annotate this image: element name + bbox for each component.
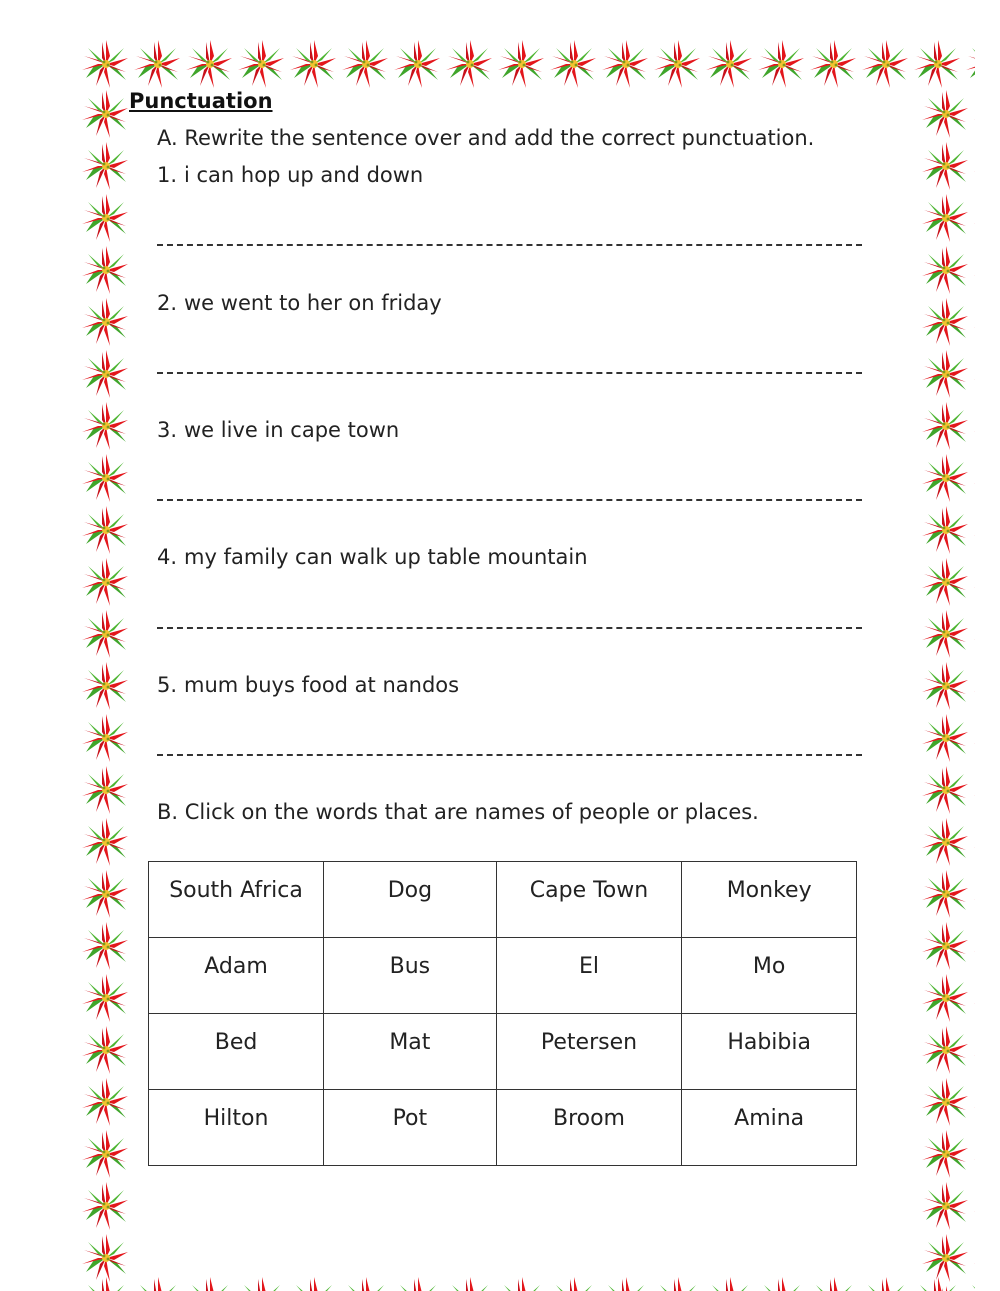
word-cell[interactable]: Mo <box>682 938 857 1014</box>
question-4 <box>157 545 588 569</box>
question-text: we live in cape town <box>184 418 400 442</box>
question-text: i can hop up and down <box>184 163 424 187</box>
table-row <box>149 938 857 1014</box>
word-cell[interactable]: Monkey <box>682 862 857 938</box>
word-cell[interactable]: Pot <box>324 1090 497 1166</box>
question-2 <box>157 291 442 315</box>
word-cell[interactable]: Habibia <box>682 1014 857 1090</box>
answer-line-2[interactable] <box>157 372 862 374</box>
word-cell[interactable]: El <box>496 938 682 1014</box>
question-text: my family can walk up table mountain <box>184 545 588 569</box>
section-b-heading: B. Click on the words that are names of people or places. <box>157 800 759 824</box>
answer-line-4[interactable] <box>157 627 862 629</box>
question-number: 4. <box>157 545 178 569</box>
table-row <box>149 1090 857 1166</box>
answer-line-5[interactable] <box>157 754 862 756</box>
answer-line-1[interactable] <box>157 244 862 246</box>
worksheet-title: Punctuation <box>129 89 273 113</box>
table-row <box>149 862 857 938</box>
word-cell[interactable]: Bus <box>324 938 497 1014</box>
word-cell[interactable]: Amina <box>682 1090 857 1166</box>
question-number: 5. <box>157 673 178 697</box>
question-number: 3. <box>157 418 178 442</box>
word-cell[interactable]: Petersen <box>496 1014 682 1090</box>
word-cell[interactable]: Adam <box>149 938 324 1014</box>
question-text: we went to her on friday <box>184 291 442 315</box>
question-number: 2. <box>157 291 178 315</box>
word-cell[interactable]: Cape Town <box>496 862 682 938</box>
word-cell[interactable]: Hilton <box>149 1090 324 1166</box>
word-cell[interactable]: Dog <box>324 862 497 938</box>
question-number: 1. <box>157 163 178 187</box>
word-cell[interactable]: South Africa <box>149 862 324 938</box>
word-cell[interactable]: Mat <box>324 1014 497 1090</box>
question-5 <box>157 673 459 697</box>
table-row <box>149 1014 857 1090</box>
section-a-heading: A. Rewrite the sentence over and add the correct punctuation. <box>157 126 815 150</box>
question-1 <box>157 163 423 187</box>
word-grid <box>148 861 857 1166</box>
word-cell[interactable]: Broom <box>496 1090 682 1166</box>
question-3 <box>157 418 399 442</box>
word-cell[interactable]: Bed <box>149 1014 324 1090</box>
answer-line-3[interactable] <box>157 499 862 501</box>
question-text: mum buys food at nandos <box>184 673 460 697</box>
